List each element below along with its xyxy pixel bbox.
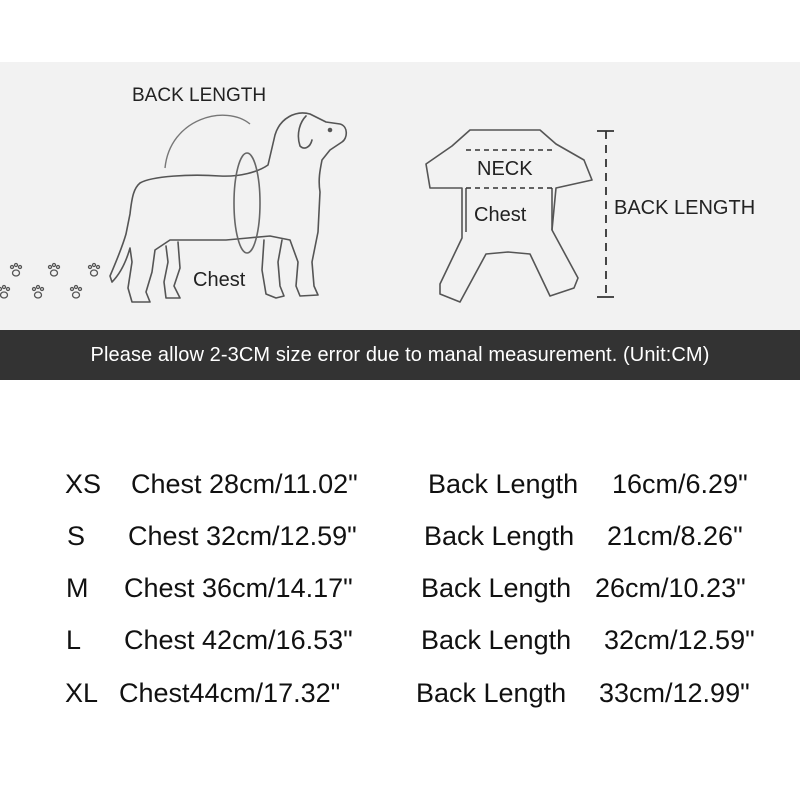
paw-print-icon — [0, 286, 10, 299]
back-length-value: 26cm/10.23" — [595, 573, 746, 603]
size-label: L — [66, 625, 82, 655]
back-length-value: 32cm/12.59" — [604, 625, 755, 655]
size-row-xs — [0, 464, 800, 504]
paw-print-icon — [11, 264, 22, 277]
measurement-diagram — [0, 0, 800, 330]
chest-measurement: Chest 32cm/12.59" — [128, 521, 357, 551]
back-length-label: Back Length — [428, 469, 579, 499]
size-row-s — [0, 516, 800, 556]
size-row-l — [0, 620, 800, 660]
paw-print-icon — [89, 264, 100, 277]
paw-print-icon — [71, 286, 82, 299]
chest-measurement: Chest 42cm/16.53" — [124, 625, 353, 655]
size-row-m — [0, 568, 800, 608]
paw-print-icon — [33, 286, 44, 299]
back-length-label: Back Length — [424, 521, 575, 551]
chest-measurement: Chest 28cm/11.02" — [131, 469, 358, 499]
chest-measurement: Chest 36cm/14.17" — [124, 573, 353, 603]
size-label: XL — [65, 678, 99, 708]
paw-prints — [0, 264, 100, 299]
dog-back-length-label: BACK LENGTH — [132, 85, 267, 106]
garment-neck-label: NECK — [477, 158, 533, 180]
size-label: M — [66, 573, 89, 603]
back-length-label: Back Length — [421, 625, 572, 655]
chest-measurement: Chest44cm/17.32" — [119, 678, 341, 708]
size-label: S — [67, 521, 86, 551]
back-length-measure — [597, 131, 614, 297]
garment-back-length-label: BACK LENGTH — [614, 197, 756, 219]
garment-chest-label: Chest — [474, 204, 527, 226]
back-length-arc — [165, 115, 250, 168]
measurement-note: Please allow 2-3CM size error due to manal measurement. (Unit:CM) — [0, 330, 800, 380]
dog-chest-label: Chest — [193, 269, 246, 291]
paw-print-icon — [49, 264, 60, 277]
size-row-xl — [0, 673, 800, 713]
back-length-label: Back Length — [416, 678, 567, 708]
back-length-value: 21cm/8.26" — [607, 521, 743, 551]
back-length-value: 33cm/12.99" — [599, 678, 750, 708]
back-length-value: 16cm/6.29" — [612, 469, 748, 499]
back-length-label: Back Length — [421, 573, 572, 603]
size-label: XS — [65, 469, 102, 499]
